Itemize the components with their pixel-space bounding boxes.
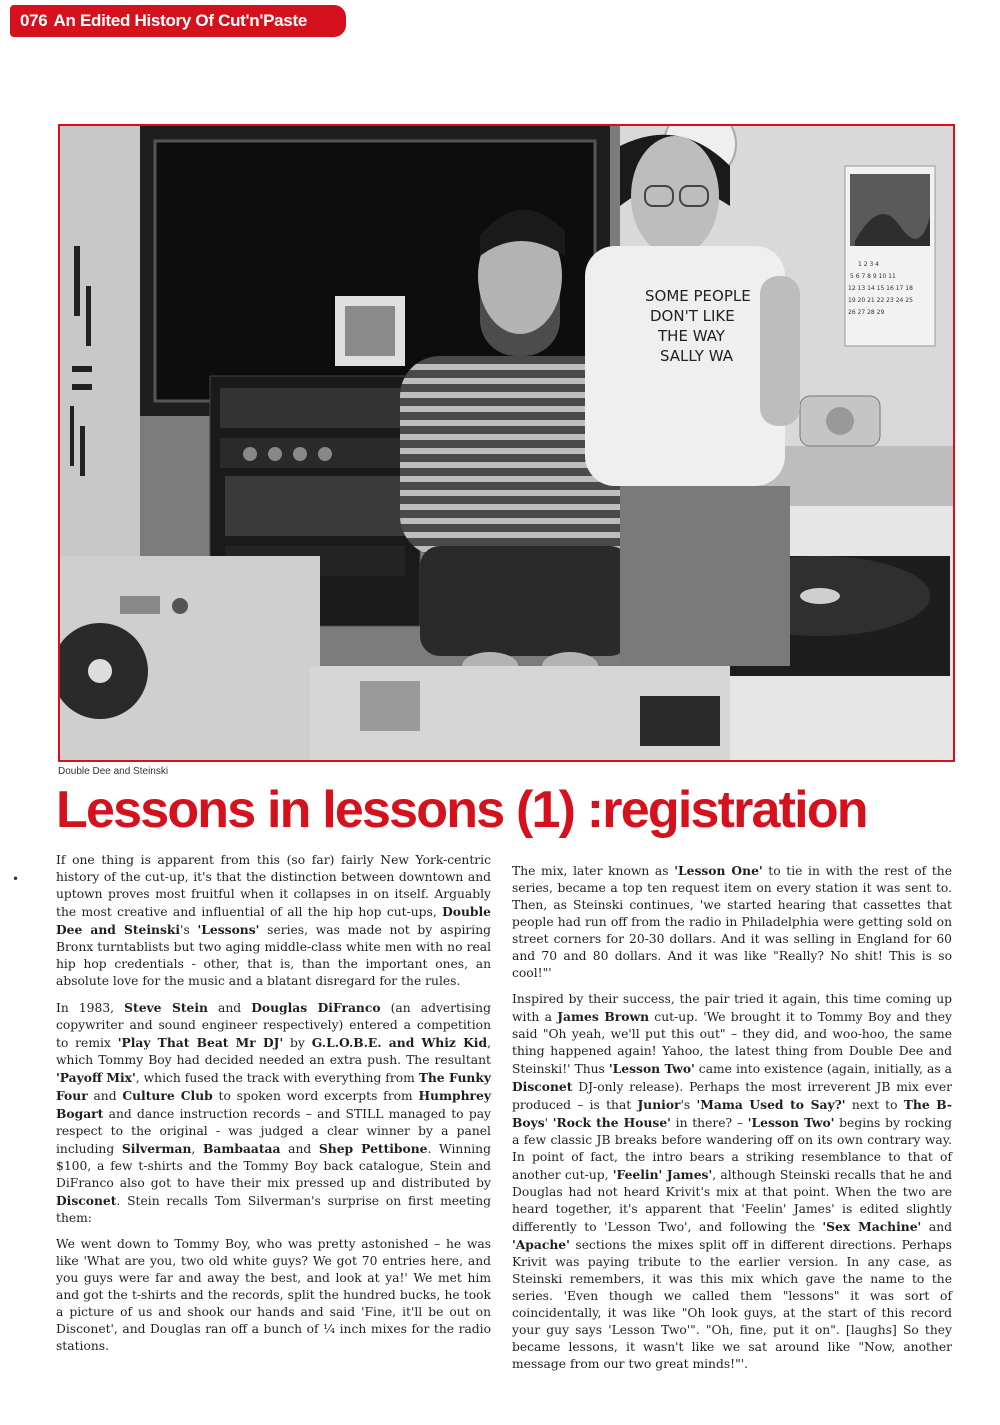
tshirt-text-line: SALLY WA — [660, 347, 733, 365]
wall-calendar — [845, 166, 935, 346]
svg-text:19 20 21 22 23 24 25: 19 20 21 22 23 24 25 — [848, 297, 913, 304]
quote-paragraph: We went down to Tommy Boy, who was pretty astonished – he was like 'What are you, two old white guys? We got 70 entries here, and you guys were far and away the best, and look at ya!' We met him and got the t-shirts and the records, split the hundred bucks, he took a picture of us and shook our hands and said 'Fine, it'll be out on Disconet', and Douglas ran off a bunch of ¼ inch mixes for the radio stations. — [56, 1237, 491, 1353]
section-header-tab — [10, 5, 346, 37]
svg-text:26 27 28 29: 26 27 28 29 — [848, 309, 885, 316]
tshirt-text-line: THE WAY — [658, 327, 725, 345]
studio-photo-illustration — [60, 126, 953, 760]
paragraph: The mix, later known as 'Lesson One' to tie in with the rest of the series, became a top ten request item on every station it was sent to. Then, as Steinski continues, 'we started hearing that cassettes that people had run off from the radio in Philadelphia were getting sold on street corners for 20-30 dollars. And it was selling in England for 60 and 70 and 80 dollars. And it was like "Really? No shit! This is so cool!"' — [512, 863, 952, 980]
article-column-left — [56, 852, 491, 1364]
paragraph: In 1983, Steve Stein and Douglas DiFranco (an advertising copywriter and sound engineer respectively) entered a competition to remix 'Play That Beat Mr DJ' by G.L.O.B.E. and Whiz Kid, which Tommy Boy had decided needed an extra push. The resultant 'Payoff Mix', which fused the track with everything from The Funky Four and Culture Club to spoken word excerpts from Humphrey Bogart and dance instruction records – and STILL managed to pay respect to the original - was judged a clear winner by a panel including Silverman, Bambaataa and Shep Pettibone. Winning $100, a few t-shirts and the Tommy Boy back catalogue, Stein and DiFranco also got to have their mix pressed up and distributed by Disconet. Stein recalls Tom Silverman's surprise on first meeting them: — [56, 1000, 492, 1225]
reel-to-reel-tape-machine — [60, 556, 320, 760]
tshirt-text-line: SOME PEOPLE — [645, 287, 751, 305]
section-title: An Edited History Of Cut'n'Paste — [53, 11, 307, 30]
svg-text:5 6 7 8 9 10 11: 5 6 7 8 9 10 11 — [850, 273, 896, 280]
article-headline: Lessons in lessons (1) :registration — [56, 781, 867, 839]
margin-mark: • — [12, 872, 20, 886]
page-number: 076 — [20, 11, 48, 30]
tshirt-text-line: DON'T LIKE — [650, 307, 735, 325]
paragraph: Inspired by their success, the pair tried it again, this time coming up with a James Brown cut-up. 'We brought it to Tommy Boy and they said "Oh yeah, we'll put this out" – they did, and woo-hoo, the same thing happened again! Yahoo, the latest thing from Double Dee and Steinski!' Thus 'Lesson Two' came into existence (again, initially, as a Disconet DJ-only release). Perhaps the most irreverent JB mix ever produced – is that Junior's 'Mama Used to Say?' next to The B-Boys' 'Rock the House' in there? – 'Lesson Two' begins by rocking a few classic JB breaks before wandering off on its own contrary way. In point of fact, the intro bears a striking resemblance to that of another cut-up, 'Feelin' James', although Steinski recalls that he and Douglas had not heard Krivit's mix at that point. When the two are heard together, it's apparent that 'Feelin' James' is edited slightly differently to 'Lesson Two', and following the 'Sex Machine' and 'Apache' sections the mixes split off in different directions. Perhaps Krivit was paying tribute to the earlier version. In any case, as Steinski remembers, it was this mix which gave the name to the series. 'Even though we called them "lessons" it was sort of coincidentally, it was like "Oh look guys, at the start of this record your guy says 'Lesson Two'". "Oh, fine, put it on". [laughs] So they became lessons, it wasn't like we sat around like "Now, another message from our two great minds!"'. — [512, 992, 953, 1371]
telephone-icon — [800, 396, 880, 446]
svg-text:12 13 14 15 16 17 18: 12 13 14 15 16 17 18 — [848, 285, 913, 292]
paragraph: If one thing is apparent from this (so far) fairly New York-centric history of the cut-up, it's that the distinction between downtown and uptown proves most fruitful when it collapses in on itself. Arguably the most creative and influential of all the hip hop cut-ups, Double Dee and Steinski's 'Lessons' series, was made not by aspiring Bronx turntablists but two aging middle-class white men with no real hip hop credentials - other, that is, than the important ones, an absolute love for the music and a blatant disregard for the rules. — [56, 853, 491, 988]
svg-text:1 2 3 4: 1 2 3 4 — [858, 261, 879, 268]
article-photo — [58, 124, 955, 762]
article-column-right — [512, 862, 952, 1382]
photo-caption: Double Dee and Steinski — [58, 766, 169, 777]
